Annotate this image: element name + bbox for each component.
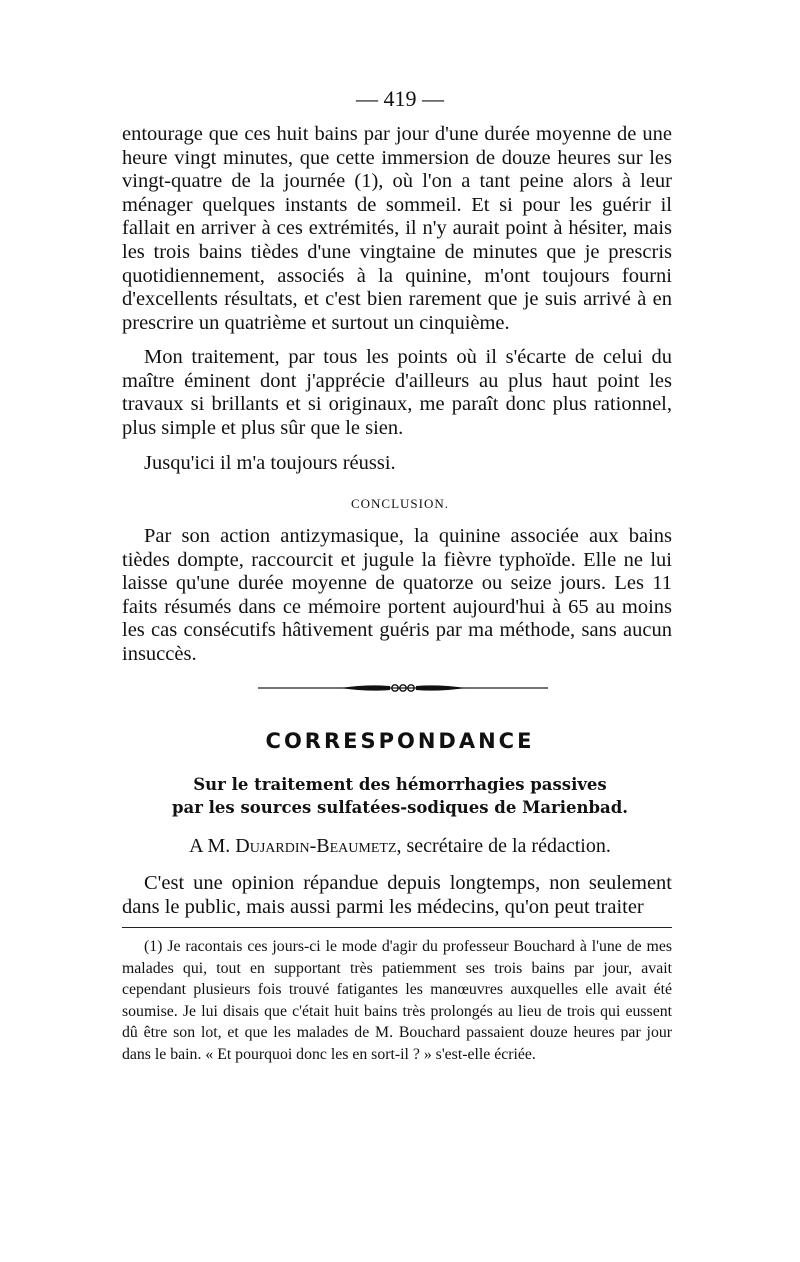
section-title: CORRESPONDANCE (265, 729, 535, 753)
addressee-suffix: secrétaire de la rédaction. (406, 835, 611, 857)
footnote-divider (122, 927, 672, 928)
addressee-prefix: A M. (189, 835, 231, 857)
correspondance-text: C'est une opinion répandue depuis longtemps, non seulement dans le public, mais aussi parmi les médecins, qu'on peut traiter (122, 872, 672, 918)
page-number: — 419 — (356, 86, 444, 111)
article-subtitle-line-1: Sur le traitement des hémorrhagies passives (193, 775, 607, 794)
correspondance-paragraph (122, 872, 672, 919)
paragraph-traitement (122, 346, 672, 440)
conclusion-text: Par son action antizymasique, la quinine associée aux bains tièdes dompte, raccourcit et jugule la fièvre typhoïde. Elle ne lui laisse qu'une durée moyenne de quatorze ou seize jours. Les 11 faits résumés dans ce mémoire portent aujourd'hui à 65 au moins les cas consécutifs hâtivement guéris par ma méthode, sans aucun insuccès. (122, 525, 672, 665)
paragraph-traitement-text: Mon traitement, par tous les points où il s'écarte de celui du maître éminent dont j'apprécie d'ailleurs au plus haut point les travaux si brillants et si originaux, me paraît donc plus rationnel, plus simple et plus sûr que le sien. (122, 346, 672, 439)
addressee-name: Dujardin-Beaumetz, (235, 835, 402, 857)
addressee-line (0, 835, 800, 858)
article-subtitle-line-2: par les sources sulfatées-sodiques de Marienbad. (172, 798, 628, 817)
section-divider-ornament (258, 681, 548, 695)
conclusion-paragraph (122, 525, 672, 667)
footnote (122, 936, 672, 1066)
paragraph-intro (122, 123, 672, 335)
footnote-text: (1) Je racontais ces jours-ci le mode d'agir du professeur Bouchard à l'une de mes malades qui, tout en supportant très patiemment ses trois bains par jour, avait cependant plusieurs fois trouvé fatigantes les manœuvres auxquelles elle avait été soumise. Je lui disais que c'était huit bains très prolongés au lieu de trois qui eussent dû être son lot, et que les malades de M. Bouchard passaient douze heures par jour dans le bain. « Et pourquoi donc les en sort-il ? » s'est-elle écriée. (122, 938, 672, 1063)
paragraph-intro-text: entourage que ces huit bains par jour d'une durée moyenne de une heure vingt minutes, que cette immersion de douze heures sur les vingt-quatre de la journée (1), où l'on a tant peine alors à leur ménager quelques instants de sommeil. Et si pour les guérir il fallait en arriver à ces extrémités, il n'y aurait point à hésiter, mais les trois bains tièdes d'une vingtaine de minutes que je prescris quotidiennement, associés à la quinine, m'ont toujours fourni d'excellents résultats, et c'est bien rarement que je suis arrivé à en prescrire un quatrième et surtout un cinquième. (122, 123, 672, 334)
conclusion-heading: CONCLUSION. (350, 496, 450, 511)
paragraph-jusqu (122, 452, 672, 476)
paragraph-jusqu-text: Jusqu'ici il m'a toujours réussi. (144, 452, 396, 474)
